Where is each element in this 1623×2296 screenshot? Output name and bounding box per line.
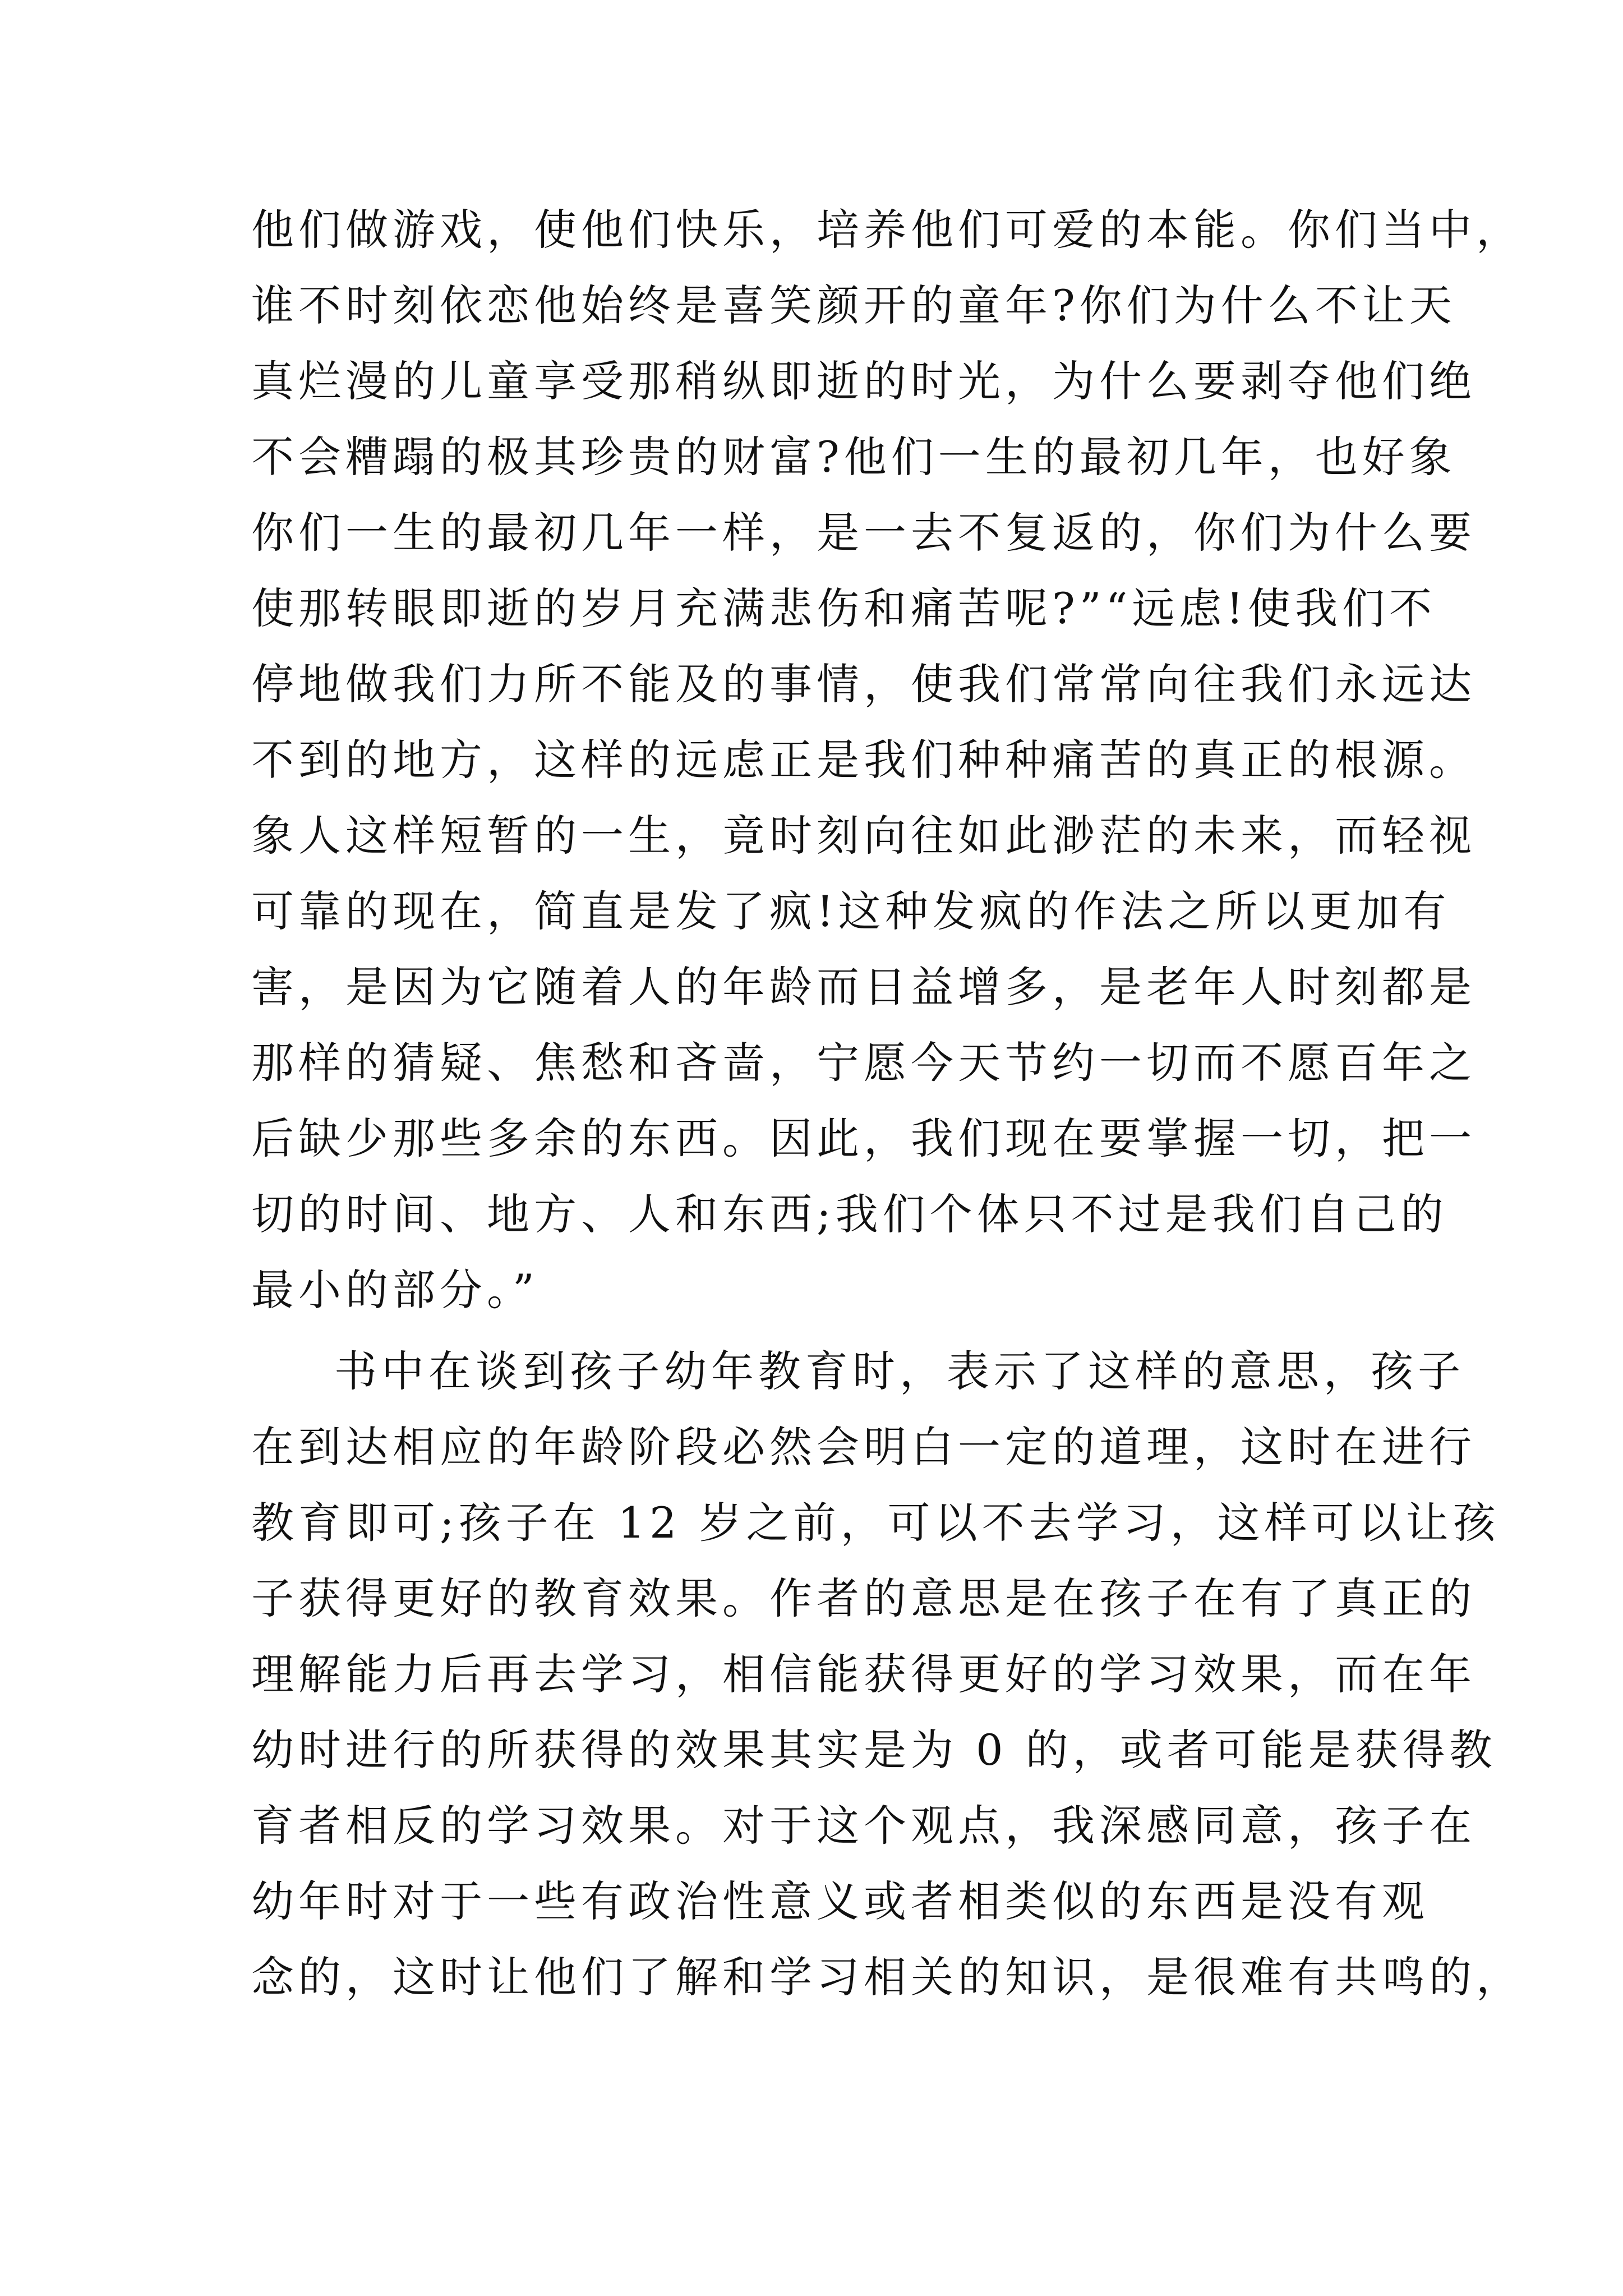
- text-line: 念的，这时让他们了解和学习相关的知识，是很难有共鸣的，: [251, 1952, 1523, 2002]
- text-line: 停地做我们力所不能及的事情，使我们常常向往我们永远达: [251, 659, 1476, 709]
- text-line: 后缺少那些多余的东西。因此，我们现在要掌握一切，把一: [251, 1114, 1476, 1163]
- text-line: 不到的地方，这样的远虑正是我们种种痛苦的真正的根源。: [251, 735, 1476, 785]
- text-line: 你们一生的最初几年一样，是一去不复返的，你们为什么要: [251, 508, 1476, 558]
- text-line: 象人这样短暂的一生，竟时刻向往如此渺茫的未来，而轻视: [251, 811, 1476, 861]
- text-line: 幼年时对于一些有政治性意义或者相类似的东西是没有观: [251, 1876, 1429, 1926]
- text-line: 使那转眼即逝的岁月充满悲伤和痛苦呢?”“远虑!使我们不: [251, 583, 1436, 633]
- text-line: 最小的部分。”: [251, 1265, 539, 1315]
- text-line: 切的时间、地方、人和东西;我们个体只不过是我们自己的: [251, 1189, 1448, 1239]
- text-line: 他们做游戏，使他们快乐，培养他们可爱的本能。你们当中，: [251, 205, 1523, 255]
- text-line: 育者相反的学习效果。对于这个观点，我深感同意，孩子在: [251, 1801, 1476, 1851]
- text-line: 谁不时刻依恋他始终是喜笑颜开的童年?你们为什么不让天: [251, 280, 1456, 330]
- text-line: 理解能力后再去学习，相信能获得更好的学习效果，而在年: [251, 1649, 1476, 1699]
- text-line: 可靠的现在，简直是发了疯!这种发疯的作法之所以更加有: [251, 886, 1451, 936]
- text-line: 真烂漫的儿童享受那稍纵即逝的时光，为什么要剥夺他们绝: [251, 356, 1476, 406]
- text-line: 幼时进行的所获得的效果其实是为 0 的，或者可能是获得教: [251, 1725, 1497, 1775]
- text-line: 不会糟蹋的极其珍贵的财富?他们一生的最初几年，也好象: [251, 432, 1456, 482]
- text-line: 书中在谈到孩子幼年教育时，表示了这样的意思，孩子: [334, 1346, 1465, 1396]
- text-line: 那样的猜疑、焦愁和吝啬，宁愿今天节约一切而不愿百年之: [251, 1038, 1476, 1088]
- text-line: 害，是因为它随着人的年龄而日益增多，是老年人时刻都是: [251, 962, 1476, 1012]
- text-line: 在到达相应的年龄阶段必然会明白一定的道理，这时在进行: [251, 1422, 1476, 1472]
- text-line: 教育即可;孩子在 12 岁之前，可以不去学习，这样可以让孩: [251, 1498, 1500, 1548]
- text-line: 子获得更好的教育效果。作者的意思是在孩子在有了真正的: [251, 1573, 1476, 1623]
